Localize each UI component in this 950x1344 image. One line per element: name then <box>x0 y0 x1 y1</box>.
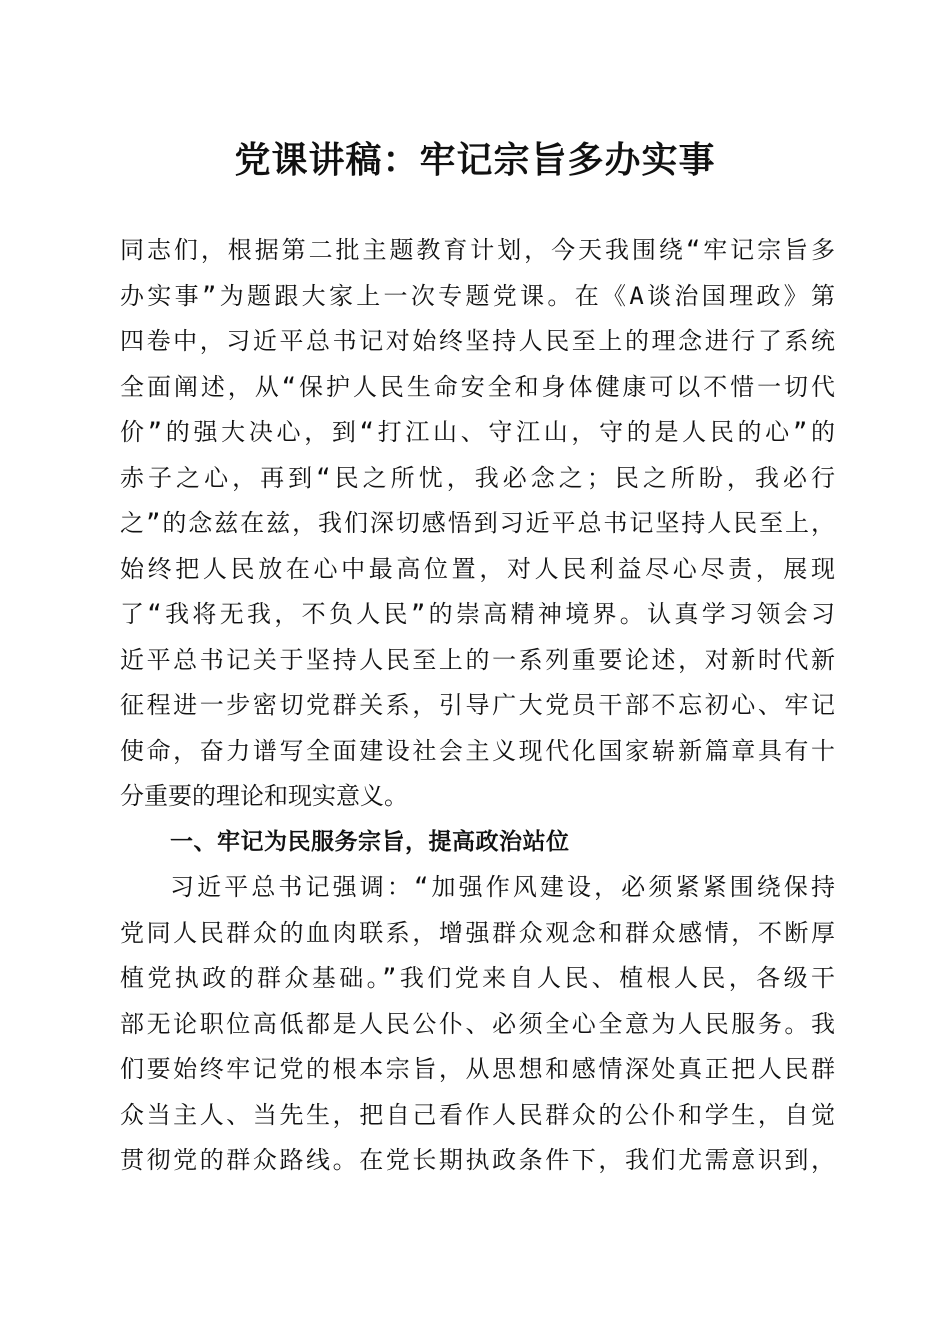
document-body <box>120 228 835 1184</box>
section-line: 植党执政的群众基础。”我们党来自人民、植根人民，各级干 <box>120 964 835 992</box>
section-line: 们要始终牢记党的根本宗旨，从思想和感情深处真正把人民群 <box>120 1055 835 1083</box>
intro-line: 之”的念兹在兹，我们深切感悟到习近平总书记坚持人民至上， <box>120 509 835 537</box>
intro-line: 同志们，根据第二批主题教育计划，今天我围绕“牢记宗旨多 <box>120 236 835 264</box>
intro-line-last: 分重要的理论和现实意义。 <box>120 782 408 810</box>
intro-line: 始终把人民放在心中最高位置，对人民利益尽心尽责，展现 <box>120 554 835 583</box>
intro-line: 四卷中，习近平总书记对始终坚持人民至上的理念进行了系统 <box>120 327 835 355</box>
intro-line: 使命，奋力谱写全面建设社会主义现代化国家崭新篇章具有十 <box>120 736 835 765</box>
section-line: 党同人民群众的血肉联系，增强群众观念和群众感情，不断厚 <box>120 918 835 947</box>
document-title: 党课讲稿：牢记宗旨多办实事 <box>234 139 716 181</box>
intro-line: 赤子之心，再到“民之所忧，我必念之；民之所盼，我必行 <box>120 463 835 492</box>
intro-line: 征程进一步密切党群关系，引导广大党员干部不忘初心、牢记 <box>120 691 835 719</box>
intro-line: 办实事”为题跟大家上一次专题党课。在《A谈治国理政》第 <box>120 281 835 310</box>
intro-line: 了“我将无我，不负人民”的崇高精神境界。认真学习领会习 <box>120 600 835 628</box>
section-heading: 一、牢记为民服务宗旨，提高政治站位 <box>170 828 570 855</box>
intro-line: 价”的强大决心，到“打江山、守江山，守的是人民的心”的 <box>120 418 835 446</box>
section-line: 部无论职位高低都是人民公仆、必须全心全意为人民服务。我 <box>120 1009 835 1038</box>
intro-line: 全面阐述，从“保护人民生命安全和身体健康可以不惜一切代 <box>120 372 835 401</box>
section-line: 贯彻党的群众路线。在党长期执政条件下，我们尤需意识到， <box>120 1146 835 1174</box>
section-line: 众当主人、当先生，把自己看作人民群众的公仆和学生，自觉 <box>120 1100 835 1129</box>
intro-line: 近平总书记关于坚持人民至上的一系列重要论述，对新时代新 <box>120 645 835 674</box>
section-line: 习近平总书记强调：“加强作风建设，必须紧紧围绕保持 <box>170 873 835 901</box>
